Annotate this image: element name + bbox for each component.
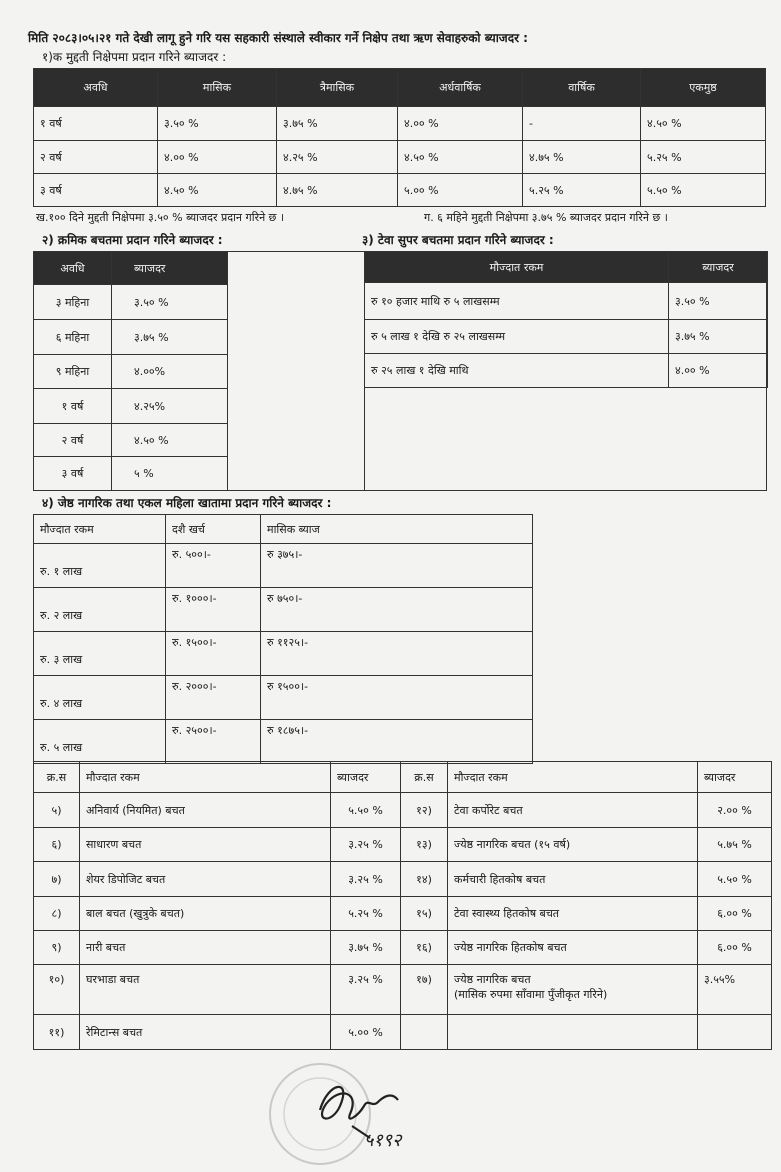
column-header: मासिक	[158, 69, 277, 107]
table-cell: ४.२५%	[112, 389, 228, 424]
column-header: वार्षिक	[523, 69, 641, 107]
senior-citizen-table	[33, 514, 533, 764]
fixed-deposit-table	[33, 68, 766, 207]
table-cell: ६)	[34, 828, 80, 862]
table-cell: बाल बचत (खुत्रुके बचत)	[80, 897, 331, 931]
table-cell: १५)	[401, 897, 448, 931]
table-cell: ५.५० %	[698, 862, 772, 897]
table-row	[34, 141, 766, 174]
table-cell: टेवा कर्पोरेट बचत	[448, 793, 698, 828]
table-cell: ३.७५ %	[112, 320, 228, 355]
table-cell: ५.२५ %	[641, 141, 766, 174]
row17-line2: (मासिक रुपमा साँवामा पुँजीकृत गरिने)	[454, 988, 608, 1001]
column-header: ब्याजदर	[331, 762, 401, 793]
table-cell: ३.५० %	[158, 107, 277, 141]
blank-panel	[227, 251, 365, 491]
column-header: क्र.स	[401, 762, 448, 793]
column-header: मौज्दात रकम	[448, 762, 698, 793]
table-cell: २ वर्ष	[34, 141, 158, 174]
column-header: मासिक ब्याज	[261, 515, 533, 544]
table-row	[34, 544, 533, 588]
table-cell: रु. १५००।-	[166, 632, 261, 676]
table-row	[34, 389, 228, 424]
table-cell: १०)	[34, 965, 80, 1015]
table-cell: ३.२५ %	[331, 828, 401, 862]
table-cell: रु. २५००।-	[166, 720, 261, 764]
table-cell: ६ महिना	[34, 320, 112, 355]
table-cell: ९ महिना	[34, 355, 112, 389]
table-cell: घरभाडा बचत	[80, 965, 331, 1015]
table-cell: ४.५० %	[641, 107, 766, 141]
table-cell: कर्मचारी हितकोष बचत	[448, 862, 698, 897]
column-header: ब्याजदर	[669, 252, 768, 283]
table-cell: ज्येष्ठ नागरिक हितकोष बचत	[448, 931, 698, 965]
table-cell: ४.७५ %	[277, 174, 398, 207]
table-cell: ६.०० %	[698, 897, 772, 931]
table-cell: ५.०० %	[398, 174, 523, 207]
table-cell: ३ वर्ष	[34, 457, 112, 491]
table-cell: ३.५० %	[669, 283, 768, 320]
table-cell: ४.५० %	[158, 174, 277, 207]
table-cell: २.०० %	[698, 793, 772, 828]
table-cell: ११)	[34, 1015, 80, 1050]
table-cell: ४.५० %	[398, 141, 523, 174]
table-cell: रु ११२५।-	[261, 632, 533, 676]
table-cell: १४)	[401, 862, 448, 897]
page-title: मिति २०८३।०५।२१ गते देखी लागू हुने गरि यस सहकारी संस्थाले स्वीकार गर्ने निक्षेप तथा ऋण सेवाहरुको ब्याजदर :	[28, 31, 528, 45]
table-cell: ७)	[34, 862, 80, 897]
table-cell: नारी बचत	[80, 931, 331, 965]
table-cell: रु २५ लाख १ देखि माथि	[365, 354, 669, 388]
table-cell: ४.७५ %	[523, 141, 641, 174]
table-row	[365, 354, 768, 388]
table-cell: १२)	[401, 793, 448, 828]
table-row	[34, 965, 772, 1015]
table-row	[34, 720, 533, 764]
table-cell: रु. २०००।-	[166, 676, 261, 720]
table-row	[34, 588, 533, 632]
table-cell: ५.५० %	[331, 793, 401, 828]
note-ga: ग. ६ महिने मुद्दती निक्षेपमा ३.७५ % ब्याजदर प्रदान गरिने छ ।	[424, 211, 668, 224]
column-header: अवधि	[34, 252, 112, 285]
table-cell: अनिवार्य (नियमित) बचत	[80, 793, 331, 828]
table-cell: ३.७५ %	[277, 107, 398, 141]
table-cell: ५.०० %	[331, 1015, 401, 1050]
table-cell: १ वर्ष	[34, 389, 112, 424]
table-row	[34, 107, 766, 141]
table-cell: रु ७५०।-	[261, 588, 533, 632]
table-cell: रु. ५ लाख	[34, 720, 166, 764]
table-row	[34, 457, 228, 491]
table-cell	[698, 1015, 772, 1050]
table-row	[34, 793, 772, 828]
table-cell: ५.२५ %	[331, 897, 401, 931]
table-cell: रु. ३ लाख	[34, 632, 166, 676]
table-cell: रु १५००।-	[261, 676, 533, 720]
table-cell: १७)	[401, 965, 448, 1015]
table-cell: रु १० हजार माथि रु ५ लाखसम्म	[365, 283, 669, 320]
table-row	[365, 320, 768, 354]
row17-line1: ज्येष्ठ नागरिक बचत	[454, 973, 531, 986]
table-row	[34, 862, 772, 897]
column-header: ब्याजदर	[698, 762, 772, 793]
table-cell: टेवा स्वास्थ्य हितकोष बचत	[448, 897, 698, 931]
table-cell: ५.२५ %	[523, 174, 641, 207]
table-cell: साधारण बचत	[80, 828, 331, 862]
table-cell: ५)	[34, 793, 80, 828]
table-cell: ३ वर्ष	[34, 174, 158, 207]
table-cell: ४.००%	[112, 355, 228, 389]
table-row	[34, 320, 228, 355]
table-cell: ३.५० %	[112, 285, 228, 320]
signature-number: ५१९२	[364, 1130, 402, 1151]
table-cell: ४.०० %	[669, 354, 768, 388]
column-header: क्र.स	[34, 762, 80, 793]
table-row	[34, 931, 772, 965]
table-cell: ४.५० %	[112, 424, 228, 457]
table-cell	[401, 1015, 448, 1050]
table-cell: रु १८७५।-	[261, 720, 533, 764]
table-cell: ३.५५%	[698, 965, 772, 1015]
table-row	[34, 828, 772, 862]
table-cell: रु ३७५।-	[261, 544, 533, 588]
section-2-heading: २) क्रमिक बचतमा प्रदान गरिने ब्याजदर :	[42, 233, 223, 247]
note-kha: ख.१०० दिने मुद्दती निक्षेपमा ३.५० % ब्याजदर प्रदान गरिने छ ।	[36, 211, 285, 224]
table-cell: २ वर्ष	[34, 424, 112, 457]
column-header: ब्याजदर	[112, 252, 228, 285]
section-4-heading: ४) जेष्ठ नागरिक तथा एकल महिला खातामा प्रदान गरिने ब्याजदर :	[42, 496, 332, 510]
table-row	[34, 424, 228, 457]
recurring-table	[33, 251, 228, 491]
column-header: अर्धवार्षिक	[398, 69, 523, 107]
table-cell: ३ महिना	[34, 285, 112, 320]
table-cell: रु. ५००।-	[166, 544, 261, 588]
table-cell: रेमिटान्स बचत	[80, 1015, 331, 1050]
table-cell: ५.५० %	[641, 174, 766, 207]
signature-mark	[300, 1062, 420, 1158]
table-cell: -	[523, 107, 641, 141]
table-cell: शेयर डिपोजिट बचत	[80, 862, 331, 897]
table-row	[34, 174, 766, 207]
table-cell: ९)	[34, 931, 80, 965]
table-cell: ४.०० %	[158, 141, 277, 174]
table-cell: ६.०० %	[698, 931, 772, 965]
super-saving-table	[364, 251, 768, 388]
table-cell: रु. १ लाख	[34, 544, 166, 588]
table-cell: ४.२५ %	[277, 141, 398, 174]
column-header: अवधि	[34, 69, 158, 107]
table-cell: रु. २ लाख	[34, 588, 166, 632]
column-header: त्रैमासिक	[277, 69, 398, 107]
savings-table	[33, 761, 772, 1050]
table-cell: ५ %	[112, 457, 228, 491]
section-1a-heading: १)क मुद्दती निक्षेपमा प्रदान गरिने ब्याजदर :	[42, 50, 227, 64]
table-cell: रु ५ लाख १ देखि रु २५ लाखसम्म	[365, 320, 669, 354]
table-row	[34, 632, 533, 676]
column-header: एकमुष्ठ	[641, 69, 766, 107]
table-cell: ३.२५ %	[331, 862, 401, 897]
section-3-heading: ३) टेवा सुपर बचतमा प्रदान गरिने ब्याजदर :	[362, 233, 554, 247]
table-cell: ३.२५ %	[331, 965, 401, 1015]
table-row	[365, 283, 768, 320]
table-cell: ३.७५ %	[669, 320, 768, 354]
table-cell: १६)	[401, 931, 448, 965]
table-cell: ३.७५ %	[331, 931, 401, 965]
column-header: मौज्दात रकम	[80, 762, 331, 793]
table-cell	[448, 1015, 698, 1050]
table-cell: ८)	[34, 897, 80, 931]
table-row	[34, 1015, 772, 1050]
table-cell	[448, 965, 698, 1015]
column-header: मौज्दात रकम	[365, 252, 669, 283]
table-row	[34, 355, 228, 389]
column-header: मौज्दात रकम	[34, 515, 166, 544]
table-cell: १ वर्ष	[34, 107, 158, 141]
table-row	[34, 897, 772, 931]
table-row	[34, 676, 533, 720]
column-header: दशै खर्च	[166, 515, 261, 544]
table-cell: ४.०० %	[398, 107, 523, 141]
table-cell: रु. ४ लाख	[34, 676, 166, 720]
table-cell: ज्येष्ठ नागरिक बचत (१५ वर्ष)	[448, 828, 698, 862]
table-cell: ५.७५ %	[698, 828, 772, 862]
table-cell: रु. १०००।-	[166, 588, 261, 632]
table-row	[34, 285, 228, 320]
table-cell: १३)	[401, 828, 448, 862]
